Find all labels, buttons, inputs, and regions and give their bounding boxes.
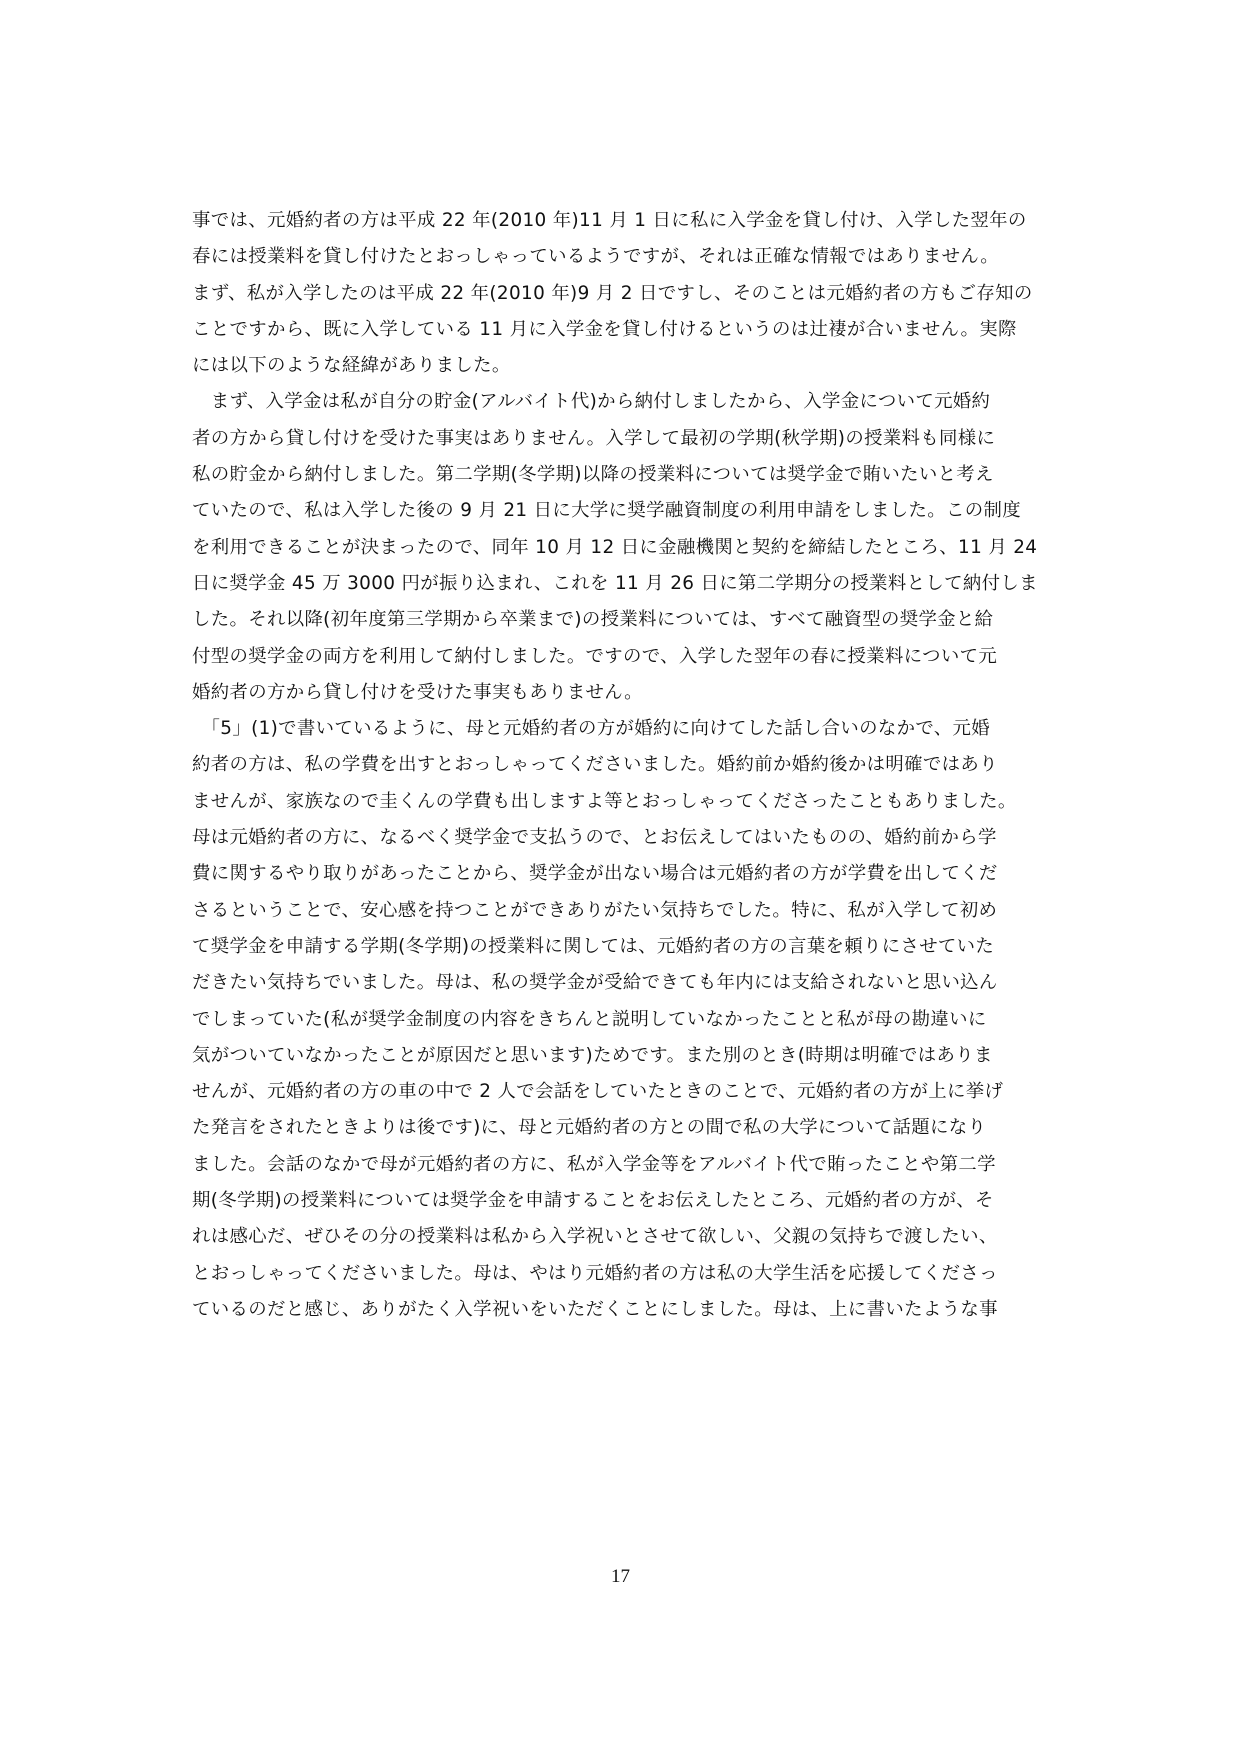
- text-line: た発言をされたときよりは後です)に、母と元婚約者の方との間で私の大学について話題になり: [192, 1117, 987, 1139]
- text-line: ているのだと感じ、ありがたく入学祝いをいただくことにしました。母は、上に書いたような事: [192, 1298, 998, 1320]
- text-line: 春には授業料を貸し付けたとおっしゃっているようですが、それは正確な情報ではありません。: [192, 246, 999, 268]
- text-line: 付型の奨学金の両方を利用して納付しました。ですので、入学した翌年の春に授業料について元: [192, 645, 998, 667]
- text-line: て奨学金を申請する学期(冬学期)の授業料に関しては、元婚約者の方の言葉を頼りにさせていた: [192, 935, 995, 957]
- text-line: 婚約者の方から貸し付けを受けた事実もありません。: [192, 681, 643, 703]
- text-line: 期(冬学期)の授業料については奨学金を申請することをお伝えしたところ、元婚約者の方が、そ: [192, 1190, 994, 1212]
- text-line: ていたので、私は入学した後の 9 月 21 日に大学に奨学融資制度の利用申請をしました。この制度: [192, 500, 1021, 522]
- page-number: 17: [611, 1566, 630, 1587]
- text-line: 日に奨学金 45 万 3000 円が振り込まれ、これを 11 月 26 日に第二学期分の授業料として納付しま: [192, 572, 1038, 594]
- text-line: でしまっていた(私が奨学金制度の内容をきちんと説明していなかったことと私が母の勘違いに: [192, 1008, 987, 1030]
- text-line: さるということで、安心感を持つことができありがたい気持ちでした。特に、私が入学して初め: [192, 899, 998, 921]
- text-line: ことですから、既に入学している 11 月に入学金を貸し付けるというのは辻褄が合いません。実際: [192, 318, 1017, 340]
- text-line: 私の貯金から納付しました。第二学期(冬学期)以降の授業料については奨学金で賄いたいと考え: [192, 464, 994, 486]
- text-line: ませんが、家族なので圭くんの学費も出しますよ等とおっしゃってくださったこともありました。: [192, 790, 1017, 812]
- text-line: とおっしゃってくださいました。母は、やはり元婚約者の方は私の大学生活を応援してくださっ: [192, 1262, 998, 1284]
- text-line: まず、私が入学したのは平成 22 年(2010 年)9 月 2 日ですし、そのことは元婚約者の方もご存知の: [192, 282, 1033, 304]
- text-line: せんが、元婚約者の方の車の中で 2 人で会話をしていたときのことで、元婚約者の方が上に挙げ: [192, 1081, 1004, 1103]
- body-text: [192, 203, 1092, 1328]
- text-line: れは感心だ、ぜひその分の授業料は私から入学祝いとさせて欲しい、父親の気持ちで渡したい、: [192, 1226, 998, 1248]
- text-line: を利用できることが決まったので、同年 10 月 12 日に金融機関と契約を締結したところ、11 月 24: [192, 536, 1038, 558]
- text-line: した。それ以降(初年度第三学期から卒業まで)の授業料については、すべて融資型の奨学金と給: [192, 609, 994, 631]
- text-line: 母は元婚約者の方に、なるべく奨学金で支払うので、とお伝えしてはいたものの、婚約前から学: [192, 827, 997, 849]
- text-line: 「5」(1)で書いているように、母と元婚約者の方が婚約に向けてした話し合いのなかで、元婚: [192, 718, 990, 740]
- text-line: 者の方から貸し付けを受けた事実はありません。入学して最初の学期(秋学期)の授業料も同様に: [192, 427, 996, 449]
- text-line: 費に関するやり取りがあったことから、奨学金が出ない場合は元婚約者の方が学費を出してくだ: [192, 863, 998, 885]
- text-line: 事では、元婚約者の方は平成 22 年(2010 年)11 月 1 日に私に入学金を貸し付け、入学した翌年の: [192, 210, 1027, 231]
- text-line: 約者の方は、私の学費を出すとおっしゃってくださいました。婚約前か婚約後かは明確ではあり: [192, 754, 998, 776]
- text-line: ました。会話のなかで母が元婚約者の方に、私が入学金等をアルバイト代で賄ったことや第二学: [192, 1153, 996, 1175]
- text-line: まず、入学金は私が自分の貯金(アルバイト代)から納付しましたから、入学金について元婚約: [192, 391, 991, 413]
- text-line: だきたい気持ちでいました。母は、私の奨学金が受給できても年内には支給されないと思い込ん: [192, 972, 998, 994]
- text-line: には以下のような経緯がありました。: [192, 355, 511, 377]
- text-line: 気がついていなかったことが原因だと思います)ためです。また別のとき(時期は明確ではありま: [192, 1044, 993, 1066]
